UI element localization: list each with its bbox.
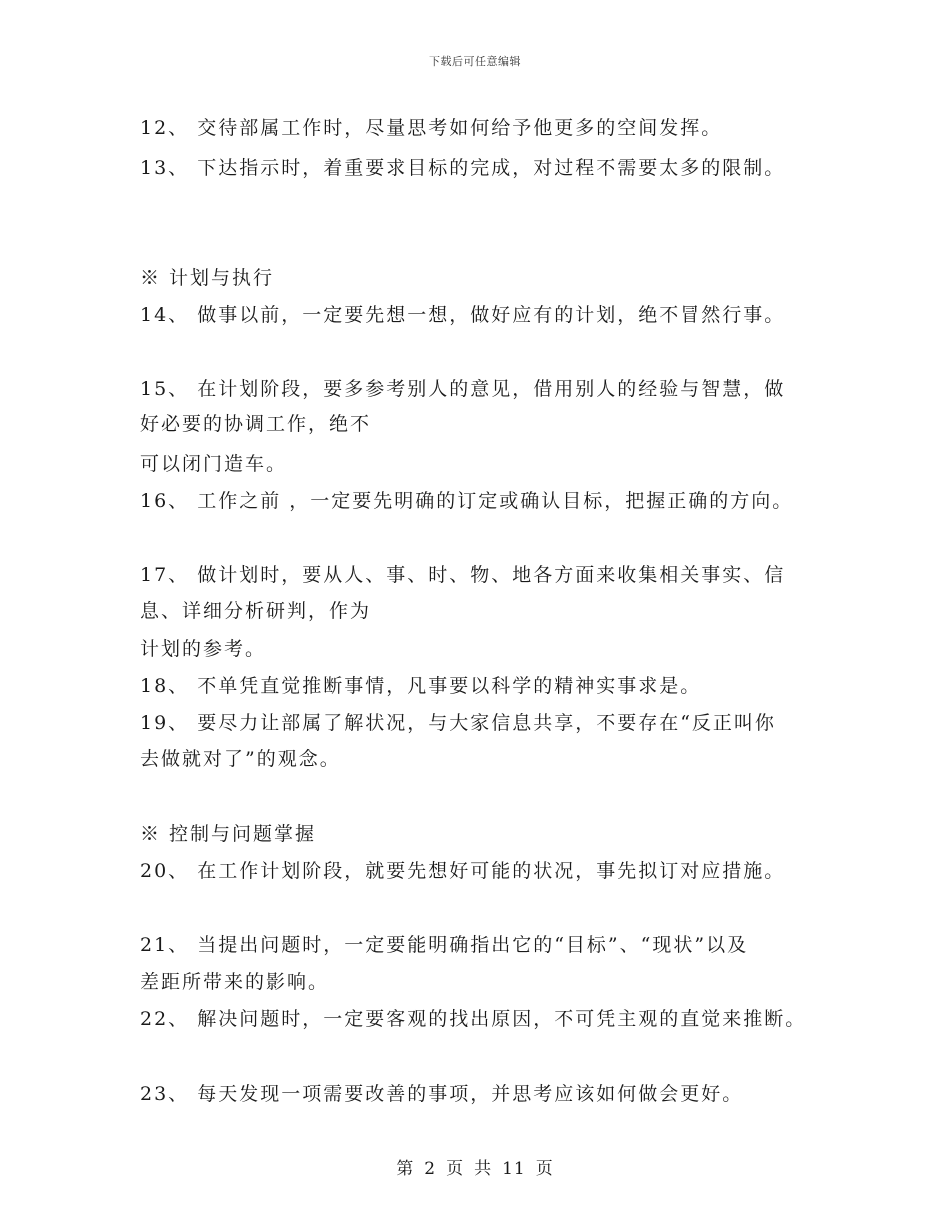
section-heading-control-problems: ※ 控制与问题掌握	[140, 823, 317, 845]
list-item-18: 18、 不单凭直觉推断事情，凡事要以科学的精神实事求是。	[140, 675, 702, 697]
page-number: 2	[424, 1159, 437, 1179]
page-label-mid: 页	[446, 1159, 465, 1179]
list-item-15-line-3: 可以闭门造车。	[140, 453, 288, 475]
list-item-20: 20、 在工作计划阶段，就要先想好可能的状况，事先拟订对应措施。	[140, 860, 786, 882]
page-footer	[0, 1154, 950, 1179]
list-item-17-line-2: 息、详细分析研判，作为	[140, 600, 372, 622]
page-label-suffix: 页	[535, 1159, 554, 1179]
list-item-22: 22、 解决问题时，一定要客观的找出原因，不可凭主观的直觉来推断。	[140, 1008, 807, 1030]
list-item-17-line-3: 计划的参考。	[140, 638, 267, 660]
total-label: 共	[474, 1159, 493, 1179]
list-item-17-line-1: 17、 做计划时，要从人、事、时、物、地各方面来收集相关事实、信	[140, 564, 786, 586]
list-item-21-line-1: 21、 当提出问题时，一定要能明确指出它的“目标”、“现状”以及	[140, 934, 749, 956]
list-item-19-line-1: 19、 要尽力让部属了解状况，与大家信息共享，不要存在“反正叫你	[140, 712, 776, 734]
list-item-13: 13、 下达指示时，着重要求目标的完成，对过程不需要太多的限制。	[140, 157, 786, 179]
page-label-prefix: 第	[396, 1159, 415, 1179]
total-pages: 11	[502, 1159, 526, 1179]
list-item-23: 23、 每天发现一项需要改善的事项，并思考应该如何做会更好。	[140, 1083, 744, 1105]
list-item-12: 12、 交待部属工作时，尽量思考如何给予他更多的空间发挥。	[140, 117, 723, 139]
list-item-21-line-2: 差距所带来的影响。	[140, 971, 330, 993]
list-item-15-line-2: 好必要的协调工作，绝不	[140, 413, 372, 435]
section-heading-plan-execute: ※ 计划与执行	[140, 267, 275, 289]
list-item-19-line-2: 去做就对了”的观念。	[140, 748, 341, 770]
page-header: 下载后可任意编辑	[429, 55, 521, 68]
list-item-16: 16、 工作之前 ，一定要先明确的订定或确认目标，把握正确的方向。	[140, 490, 794, 512]
list-item-14: 14、 做事以前，一定要先想一想，做好应有的计划，绝不冒然行事。	[140, 304, 786, 326]
list-item-15-line-1: 15、 在计划阶段，要多参考别人的意见，借用别人的经验与智慧，做	[140, 378, 786, 400]
